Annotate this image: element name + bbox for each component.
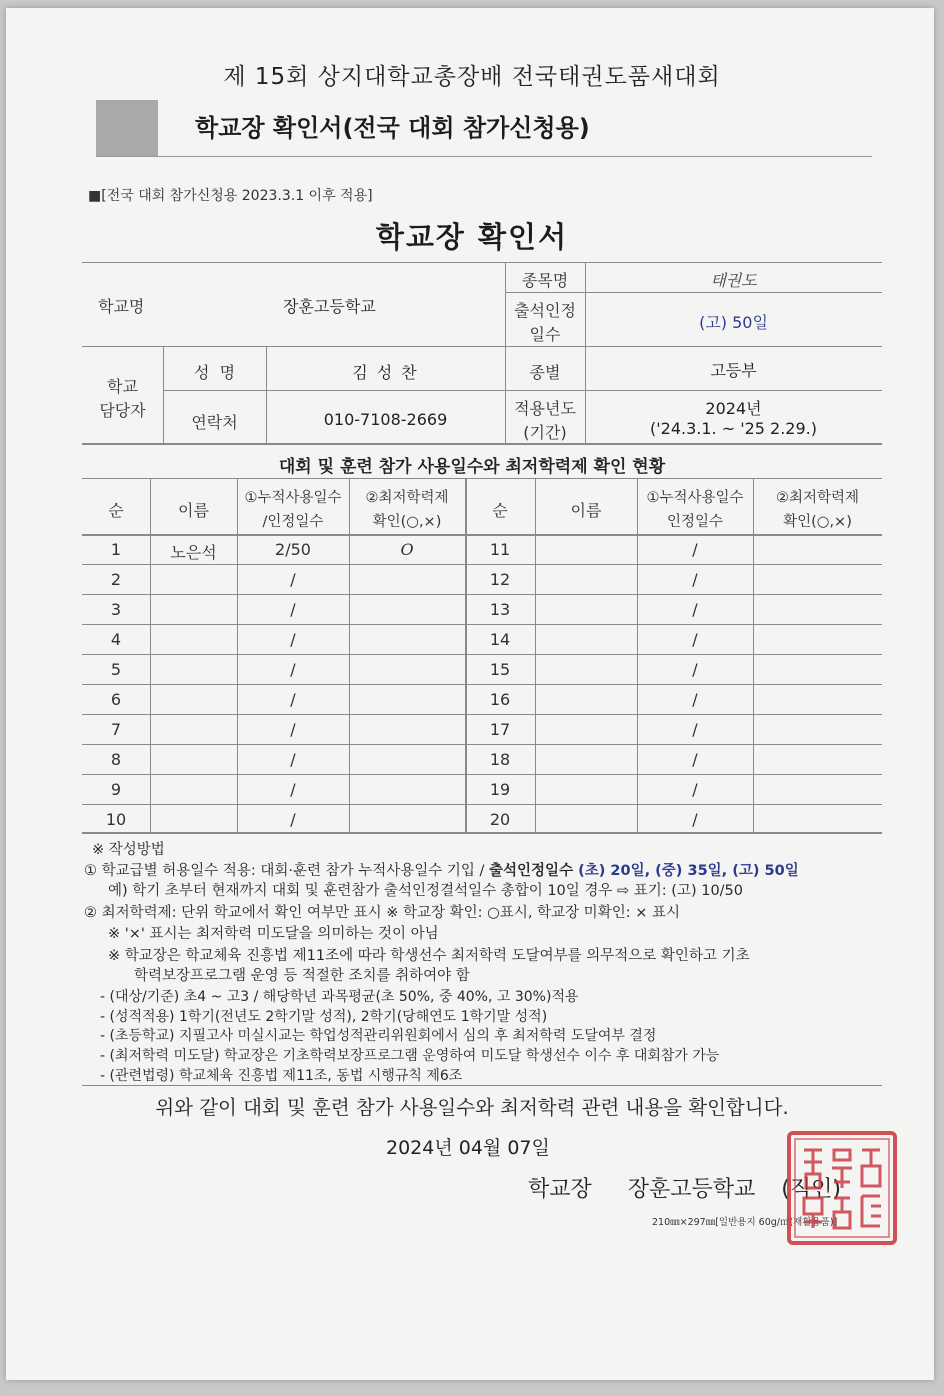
row-left-5-days: / <box>290 660 296 679</box>
col-header-check-left-2: 확인(○,×) <box>372 514 442 530</box>
manager-label-1: 학교 <box>107 377 138 396</box>
attendance-label-2: 일수 <box>529 325 561 344</box>
col-header-check-right-2: 확인(○,×) <box>783 514 852 530</box>
division-value: 고등부 <box>710 361 757 380</box>
row-left-9-days: / <box>290 780 296 799</box>
row-left-6-no: 6 <box>110 690 122 709</box>
status-heading: 대회 및 훈련 참가 사용일수와 최저학력제 확인 현황 <box>278 457 666 477</box>
note-1-prefix: ① 학교급별 허용일수 적용: 대회·훈련 참가 누적사용일수 기입 / <box>84 863 490 879</box>
row-right-2-no: 12 <box>489 570 511 589</box>
row-left-10-no: 10 <box>105 810 127 829</box>
row-left-7-days: / <box>290 720 296 739</box>
contact-label: 연락처 <box>191 413 238 432</box>
row-left-10-days: / <box>290 810 296 829</box>
col-header-days-right-2: 인정일수 <box>666 514 724 530</box>
header-title: 학교장 확인서(전국 대회 참가신청용) <box>195 114 590 142</box>
signer-seal-label: (직인) <box>781 1177 841 1202</box>
row-left-4-days: / <box>290 630 296 649</box>
signer-school: 장훈고등학교 <box>627 1177 756 1202</box>
name-label: 성 명 <box>193 363 236 382</box>
detail-1: - (대상/기준) 초4 ~ 고3 / 해당학년 과목평균(초 50%, 중 40%, 고 30%)적용 <box>100 989 579 1005</box>
note-2-b2: 학력보장프로그램 운영 등 적절한 조치를 취하여야 함 <box>134 968 470 984</box>
school-value: 장훈고등학교 <box>283 297 376 316</box>
row-left-3-no: 3 <box>110 600 122 619</box>
col-header-name-right: 이름 <box>570 501 602 520</box>
division-label: 종별 <box>529 363 561 382</box>
header-gray-block <box>96 100 158 156</box>
row-right-9-no: 19 <box>489 780 511 799</box>
attendance-label-1: 출석인정 <box>514 301 576 320</box>
row-right-1-no: 11 <box>489 540 511 559</box>
col-header-days-left-2: /인정일수 <box>262 514 324 530</box>
event-value: 태권도 <box>710 271 757 290</box>
row-right-4-no: 14 <box>489 630 511 649</box>
row-left-5-no: 5 <box>110 660 122 679</box>
row-left-9-no: 9 <box>110 780 122 799</box>
row-right-6-days: / <box>692 690 698 709</box>
official-seal-stamp <box>786 1130 898 1246</box>
year-label-1: 적용년도 <box>514 399 576 418</box>
col-header-check-left-1: ②최저학력제 <box>365 490 449 506</box>
competition-title: 제 15회 상지대학교총장배 전국태권도품새대회 <box>223 64 721 90</box>
row-left-8-no: 8 <box>110 750 122 769</box>
row-right-9-days: / <box>692 780 698 799</box>
row-right-4-days: / <box>692 630 698 649</box>
year-label-2: (기간) <box>523 423 567 442</box>
row-right-10-days: / <box>692 810 698 829</box>
row-left-1-no: 1 <box>110 540 122 559</box>
row-left-1-days: 2/50 <box>275 540 311 559</box>
note-1-example: 예) 학기 초부터 현재까지 대회 및 훈련참가 출석인정결석일수 총합이 10일 경우 ⇨ 표기: (고) 10/50 <box>108 883 744 899</box>
row-right-10-no: 20 <box>489 810 511 829</box>
row-left-1-check: O <box>400 540 414 559</box>
confirmation-text: 위와 같이 대회 및 훈련 참가 사용일수와 최저학력 관련 내용을 확인합니다. <box>155 1096 789 1119</box>
row-right-5-no: 15 <box>489 660 511 679</box>
row-left-2-days: / <box>290 570 296 589</box>
note-2-b1: ※ 학교장은 학교체육 진흥법 제11조에 따라 학생선수 최저학력 도달여부를 의무적으로 확인하고 기초 <box>108 948 750 964</box>
detail-5: - (관련법령) 학교체육 진흥법 제11조, 동법 시행규칙 제6조 <box>100 1068 463 1084</box>
year-value: 2024년 <box>705 399 762 418</box>
note-2-a: ※ '×' 표시는 최저학력 미도달을 의미하는 것이 아님 <box>108 926 439 942</box>
row-left-8-days: / <box>290 750 296 769</box>
row-left-4-no: 4 <box>110 630 122 649</box>
form-reference: ■[전국 대회 참가신청용 2023.3.1 이후 적용] <box>88 188 373 204</box>
notes-divider <box>82 1085 882 1086</box>
row-left-3-days: / <box>290 600 296 619</box>
school-label: 학교명 <box>98 297 145 316</box>
note-1 <box>84 859 799 880</box>
attendance-value: (고) 50일 <box>699 313 768 332</box>
col-header-check-right-1: ②최저학력제 <box>775 490 860 506</box>
name-value: 김 성 찬 <box>352 363 419 382</box>
row-left-6-days: / <box>290 690 296 709</box>
period-value: ('24.3.1. ~ '25 2.29.) <box>650 419 817 438</box>
row-left-1-name: 노은석 <box>170 543 217 562</box>
detail-2: - (성적적용) 1학기(전년도 2학기말 성적), 2학기(당해연도 1학기말 성적) <box>100 1009 548 1025</box>
row-right-5-days: / <box>692 660 698 679</box>
event-label: 종목명 <box>521 271 569 290</box>
detail-4: - (최저학력 미도달) 학교장은 기초학력보장프로그램 운영하여 미도달 학생선수 이수 후 대회참가 가능 <box>100 1048 720 1064</box>
detail-3: - (초등학교) 지필고사 미실시교는 학업성적관리위원회에서 심의 후 최저학력 도달여부 결정 <box>100 1028 657 1044</box>
row-right-2-days: / <box>692 570 698 589</box>
row-right-6-no: 16 <box>489 690 511 709</box>
document-date: 2024년 04월 07일 <box>386 1137 550 1159</box>
notes-heading: ※ 작성방법 <box>92 842 165 858</box>
contact-value: 010-7108-2669 <box>323 410 448 429</box>
row-right-7-no: 17 <box>489 720 511 739</box>
paper-spec: 210㎜×297㎜[일반용지 60g/㎡(재활용품)] <box>652 1217 838 1228</box>
row-right-1-days: / <box>692 540 698 559</box>
note-2: ② 최저학력제: 단위 학교에서 확인 여부만 표시 ※ 학교장 확인: ○표시, 학교장 미확인: × 표시 <box>84 905 680 921</box>
note-1-blue: (초) 20일, (중) 35일, (고) 50일 <box>573 863 799 879</box>
row-right-3-no: 13 <box>489 600 511 619</box>
row-right-8-no: 18 <box>489 750 511 769</box>
note-1-bold: 출석인정일수 <box>489 863 574 879</box>
col-header-days-right-1: ①누적사용일수 <box>646 490 744 506</box>
row-left-7-no: 7 <box>110 720 122 739</box>
signer-title: 학교장 <box>528 1177 592 1202</box>
row-right-8-days: / <box>692 750 698 769</box>
col-header-days-left-1: ①누적사용일수 <box>244 490 342 506</box>
row-right-7-days: / <box>692 720 698 739</box>
col-header-no-left: 순 <box>108 501 124 520</box>
row-left-2-no: 2 <box>110 570 122 589</box>
col-header-no-right: 순 <box>492 501 508 520</box>
document-title: 학교장 확인서 <box>375 220 569 254</box>
manager-label-2: 담당자 <box>99 401 146 420</box>
col-header-name-left: 이름 <box>178 501 209 520</box>
row-right-3-days: / <box>692 600 698 619</box>
